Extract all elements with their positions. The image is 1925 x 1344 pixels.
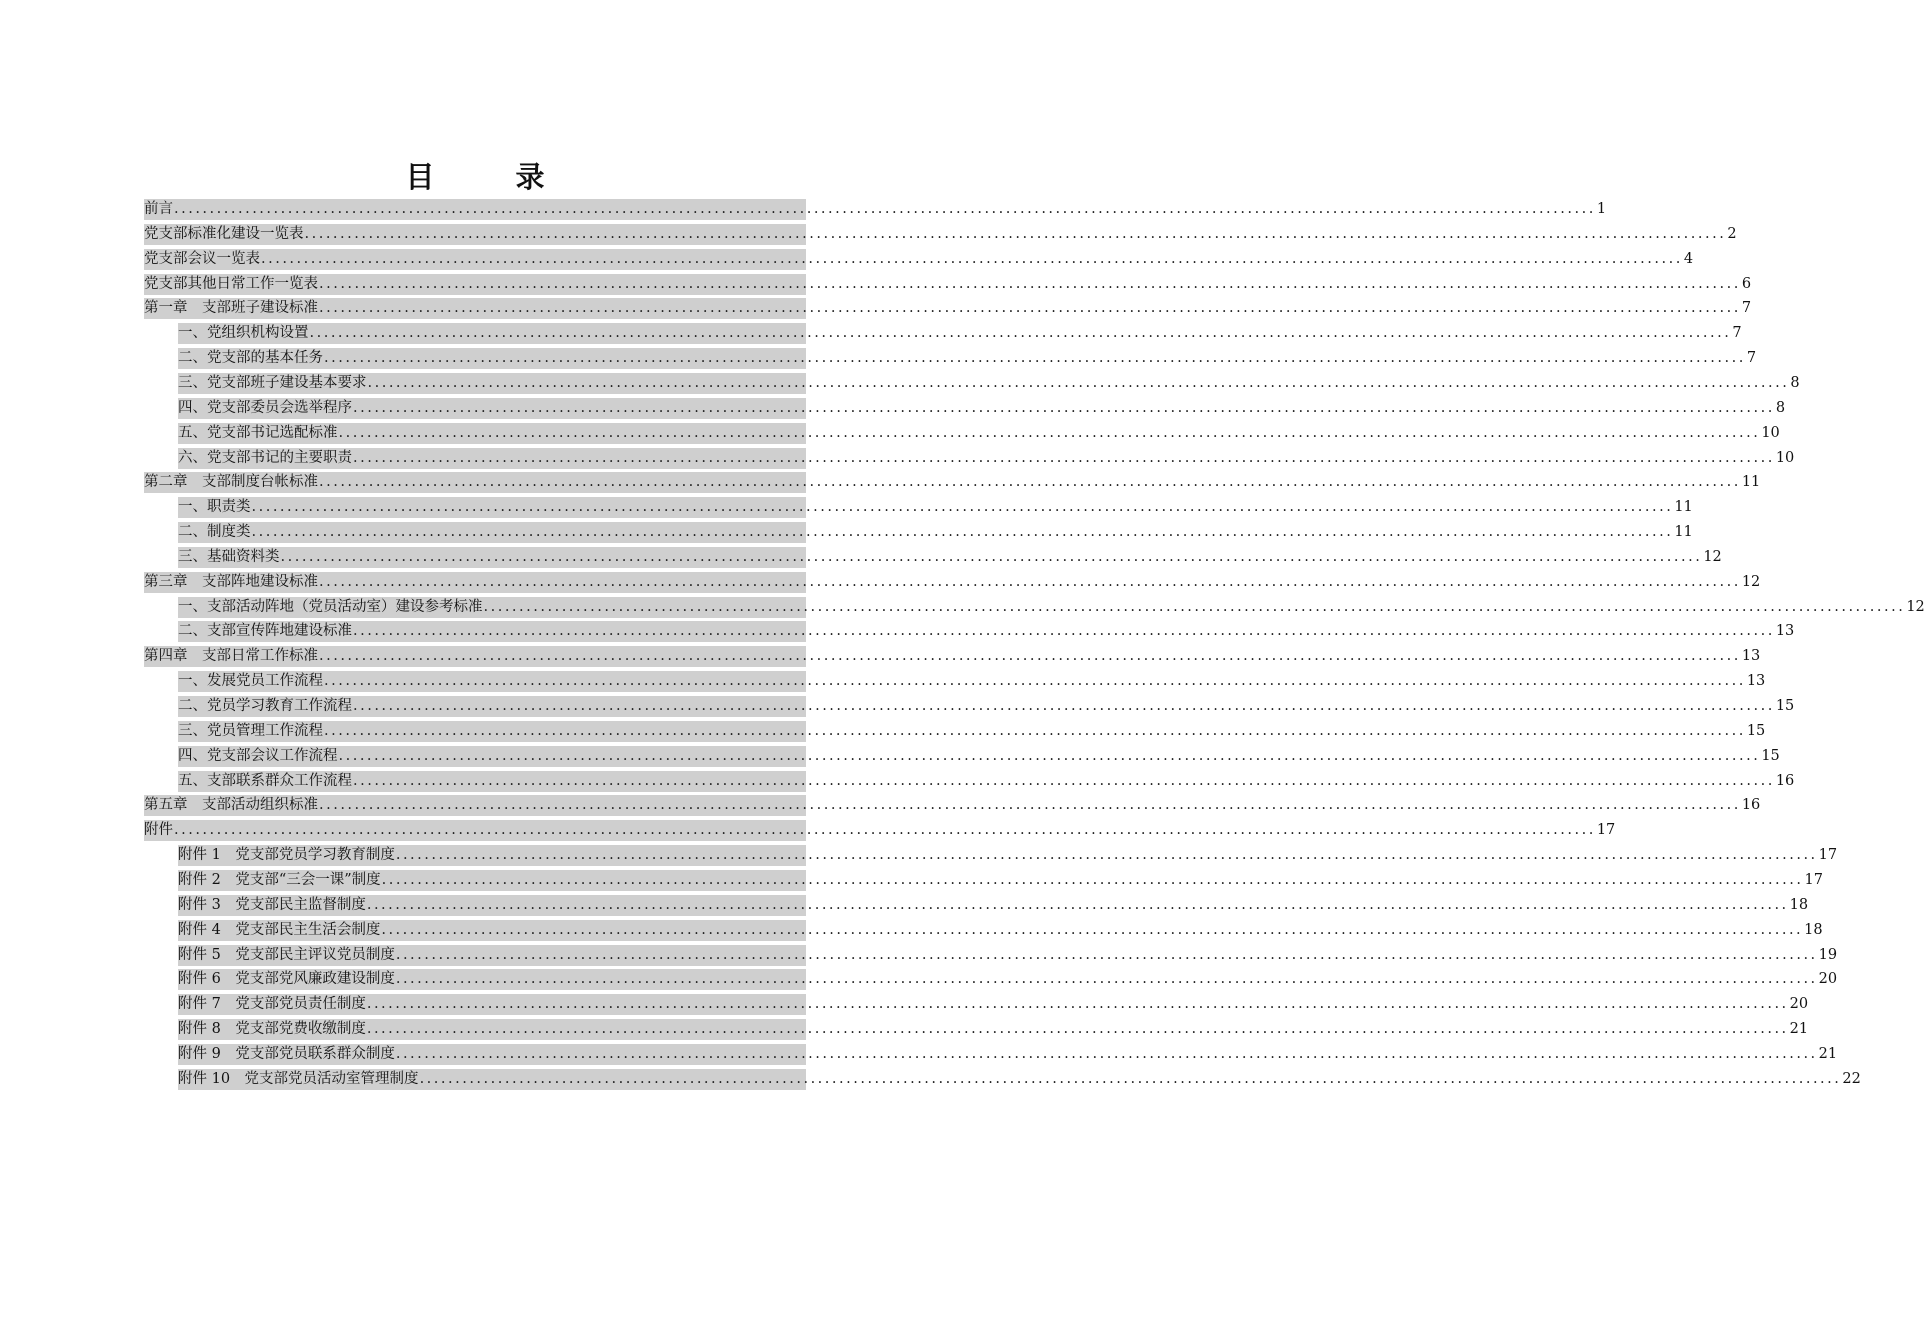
toc-entry-title: 三、基础资料类 xyxy=(178,548,280,565)
toc-entry-title: 前言 xyxy=(144,201,173,217)
toc-entry-title: 第五章 支部活动组织标准 xyxy=(144,797,318,814)
toc-entry[interactable] xyxy=(178,398,1786,419)
toc-entry-title: 一、党组织机构设置 xyxy=(178,325,309,342)
dot-leader: ........................................................................................................................................................................................................ xyxy=(381,871,1804,888)
toc-entry[interactable] xyxy=(178,423,1780,444)
toc-entry[interactable] xyxy=(178,1044,1838,1065)
toc-page-number: 13 xyxy=(1775,623,1795,640)
toc-entry-title: 党支部标准化建设一览表 xyxy=(144,225,304,242)
toc-entry[interactable] xyxy=(178,771,1795,792)
toc-page-number: 12 xyxy=(1703,548,1722,565)
toc-page-number: 15 xyxy=(1746,722,1766,739)
toc-page-number: 12 xyxy=(1741,573,1761,590)
toc-page-number: 4 xyxy=(1683,250,1694,267)
dot-leader: ........................................................................................................................................................................................................ xyxy=(338,747,1761,764)
toc-entry-title: 第三章 支部阵地建设标准 xyxy=(144,573,318,590)
toc-entry[interactable] xyxy=(178,969,1838,990)
toc-entry[interactable] xyxy=(178,1069,1861,1090)
toc-page-number: 22 xyxy=(1842,1070,1861,1087)
toc-page-number: 18 xyxy=(1789,896,1809,913)
toc-page-number: 7 xyxy=(1741,300,1752,317)
toc-entry-title: 五、党支部书记选配标准 xyxy=(178,424,338,441)
toc-entry-title: 党支部会议一览表 xyxy=(144,250,260,267)
toc-page-number: 21 xyxy=(1818,1045,1838,1062)
dot-leader: ........................................................................................................................................................................................................ xyxy=(366,996,1789,1013)
toc-entry-title: 三、党支部班子建设基本要求 xyxy=(178,374,367,391)
toc-page-number: 11 xyxy=(1674,499,1693,516)
toc-entry-title: 附件 10 党支部党员活动室管理制度 xyxy=(178,1070,419,1087)
dot-leader: ........................................................................................................................................................................................................ xyxy=(353,399,1775,416)
toc-entry-title: 附件 xyxy=(144,822,173,839)
toc-entry-title: 一、支部活动阵地（党员活动室）建设参考标准 xyxy=(178,598,483,615)
dot-leader: ........................................................................................................................................................................................................ xyxy=(395,946,1818,963)
dot-leader: ........................................................................................................................................................................................................ xyxy=(251,499,1674,516)
toc-page-number: 15 xyxy=(1761,747,1780,764)
toc-entry[interactable] xyxy=(178,945,1838,966)
toc-page-number: 10 xyxy=(1775,449,1795,466)
toc-entry-title: 五、支部联系群众工作流程 xyxy=(178,772,352,789)
dot-leader: ........................................................................................................................................................................................................ xyxy=(395,847,1818,864)
dot-leader: ........................................................................................................................................................................................................ xyxy=(353,772,1775,789)
toc-entry[interactable] xyxy=(178,373,1800,394)
toc-entry-title: 附件 9 党支部党员联系群众制度 xyxy=(178,1045,395,1062)
toc-page-number: 10 xyxy=(1761,424,1780,441)
toc-entry[interactable] xyxy=(144,274,1752,295)
toc-entry[interactable] xyxy=(144,224,1737,245)
toc-entry-title: 二、支部宣传阵地建设标准 xyxy=(178,623,352,640)
toc-entry-title: 附件 7 党支部党员责任制度 xyxy=(178,996,366,1013)
dot-leader: ........................................................................................................................................................................................................ xyxy=(419,1070,1842,1087)
dot-leader: ........................................................................................................................................................................................................ xyxy=(319,275,1741,292)
toc-page-number: 16 xyxy=(1775,772,1795,789)
toc-entry-title: 附件 5 党支部民主评议党员制度 xyxy=(178,946,395,963)
toc-entry[interactable] xyxy=(144,472,1761,493)
toc-entry-title: 二、制度类 xyxy=(178,524,251,541)
dot-leader: ........................................................................................................................................................................................................ xyxy=(319,797,1741,814)
toc-page-number: 12 xyxy=(1906,598,1925,615)
toc-page-number: 19 xyxy=(1818,946,1838,963)
dot-leader: ........................................................................................................................................................................................................ xyxy=(324,673,1746,690)
toc-entry-title: 一、职责类 xyxy=(178,499,251,516)
toc-entry-title: 二、党员学习教育工作流程 xyxy=(178,698,352,714)
toc-entry-title: 第二章 支部制度台帐标准 xyxy=(144,474,318,491)
dot-leader: ........................................................................................................................................................................................................ xyxy=(280,548,1703,565)
toc-page-number: 20 xyxy=(1789,996,1809,1013)
dot-leader: ........................................................................................................................................................................................................ xyxy=(304,225,1727,242)
toc-entry-title: 二、党支部的基本任务 xyxy=(178,350,323,367)
dot-leader: ........................................................................................................................................................................................................ xyxy=(174,822,1596,839)
dot-leader: ........................................................................................................................................................................................................ xyxy=(319,573,1741,590)
dot-leader: ........................................................................................................................................................................................................ xyxy=(395,971,1818,988)
toc-entry[interactable] xyxy=(178,1019,1809,1040)
toc-entry[interactable] xyxy=(178,746,1780,767)
toc-entry[interactable] xyxy=(178,721,1766,742)
dot-leader: ........................................................................................................................................................................................................ xyxy=(395,1045,1818,1062)
dot-leader: ........................................................................................................................................................................................................ xyxy=(338,424,1761,441)
toc-entry[interactable] xyxy=(144,298,1752,319)
dot-leader: ........................................................................................................................................................................................................ xyxy=(309,325,1732,342)
toc-entry[interactable] xyxy=(144,249,1694,270)
toc-page-number: 13 xyxy=(1746,673,1766,690)
toc-entry[interactable] xyxy=(178,348,1757,369)
toc-page-number: 15 xyxy=(1775,698,1795,714)
toc-entry-title: 附件 1 党支部党员学习教育制度 xyxy=(178,847,395,864)
toc-entry-title: 党支部其他日常工作一览表 xyxy=(144,275,318,292)
toc-entry[interactable] xyxy=(144,572,1761,593)
toc-entry-title: 四、党支部委员会选举程序 xyxy=(178,399,352,416)
toc-entry-title: 附件 6 党支部党风廉政建设制度 xyxy=(178,971,395,988)
toc-page-number: 7 xyxy=(1746,350,1757,367)
dot-leader: ........................................................................................................................................................................................................ xyxy=(319,300,1741,317)
toc-page-number: 16 xyxy=(1741,797,1761,814)
toc-title: 目 录 xyxy=(405,160,571,194)
dot-leader: ........................................................................................................................................................................................................ xyxy=(367,374,1790,391)
toc-entry[interactable] xyxy=(144,820,1616,841)
toc-page-number: 20 xyxy=(1818,971,1838,988)
toc-page-number: 11 xyxy=(1674,524,1693,541)
dot-leader: ........................................................................................................................................................................................................ xyxy=(251,524,1674,541)
toc-entry[interactable] xyxy=(178,920,1823,941)
toc-entry[interactable] xyxy=(178,547,1722,568)
toc-page-number: 6 xyxy=(1741,275,1752,292)
dot-leader: ........................................................................................................................................................................................................ xyxy=(366,1021,1789,1038)
toc-page-number: 8 xyxy=(1790,374,1800,391)
toc-page-number: 8 xyxy=(1775,399,1786,416)
dot-leader: ........................................................................................................................................................................................................ xyxy=(353,698,1775,714)
toc-page-number: 7 xyxy=(1732,325,1742,342)
toc-entry-title: 附件 4 党支部民主生活会制度 xyxy=(178,921,381,938)
toc-page-number: 17 xyxy=(1818,847,1838,864)
toc-page-number: 2 xyxy=(1727,225,1737,242)
toc-page-number: 21 xyxy=(1789,1021,1809,1038)
toc-entry-title: 附件 8 党支部党费收缴制度 xyxy=(178,1021,366,1038)
toc-entry[interactable] xyxy=(178,448,1795,469)
toc-entry-title: 第四章 支部日常工作标准 xyxy=(144,648,318,665)
dot-leader: ........................................................................................................................................................................................................ xyxy=(353,449,1775,466)
toc-entry-title: 一、发展党员工作流程 xyxy=(178,673,323,690)
toc-entry[interactable] xyxy=(144,795,1761,816)
toc-page-number: 13 xyxy=(1741,648,1761,665)
toc-page-number: 17 xyxy=(1596,822,1616,839)
dot-leader: ........................................................................................................................................................................................................ xyxy=(366,896,1789,913)
toc-entry[interactable] xyxy=(178,895,1809,916)
dot-leader: ........................................................................................................................................................................................................ xyxy=(324,722,1746,739)
toc-entry-title: 第一章 支部班子建设标准 xyxy=(144,300,318,317)
toc-entry[interactable] xyxy=(144,646,1761,667)
dot-leader: ........................................................................................................................................................................................................ xyxy=(381,921,1804,938)
toc-entry[interactable] xyxy=(178,994,1809,1015)
dot-leader: ........................................................................................................................................................................................................ xyxy=(483,598,1906,615)
dot-leader: ........................................................................................................................................................................................................ xyxy=(174,201,1596,217)
toc-page-number: 17 xyxy=(1804,871,1823,888)
toc-entry-title: 六、党支部书记的主要职责 xyxy=(178,449,352,466)
toc-entry[interactable] xyxy=(178,870,1823,891)
toc-page-number: 11 xyxy=(1741,474,1761,491)
toc-page-number: 18 xyxy=(1804,921,1823,938)
toc-page-number: 1 xyxy=(1596,201,1607,217)
dot-leader: ........................................................................................................................................................................................................ xyxy=(319,474,1741,491)
toc-entry[interactable] xyxy=(178,323,1742,344)
dot-leader: ........................................................................................................................................................................................................ xyxy=(261,250,1683,267)
toc-entry[interactable] xyxy=(178,696,1795,717)
toc-entry-title: 四、党支部会议工作流程 xyxy=(178,747,338,764)
toc-entry[interactable] xyxy=(178,845,1838,866)
toc-entry[interactable] xyxy=(178,522,1693,543)
toc-entry[interactable] xyxy=(178,597,1925,618)
toc-entry-title: 附件 2 党支部“三会一课”制度 xyxy=(178,871,381,888)
toc-entry-title: 附件 3 党支部民主监督制度 xyxy=(178,896,366,913)
dot-leader: ........................................................................................................................................................................................................ xyxy=(353,623,1775,640)
dot-leader: ........................................................................................................................................................................................................ xyxy=(319,648,1741,665)
toc-entry[interactable] xyxy=(178,671,1766,692)
toc-entry[interactable] xyxy=(144,199,1607,220)
dot-leader: ........................................................................................................................................................................................................ xyxy=(324,350,1746,367)
toc-entry[interactable] xyxy=(178,621,1795,642)
toc-entry[interactable] xyxy=(178,497,1693,518)
toc-entry-title: 三、党员管理工作流程 xyxy=(178,722,323,739)
